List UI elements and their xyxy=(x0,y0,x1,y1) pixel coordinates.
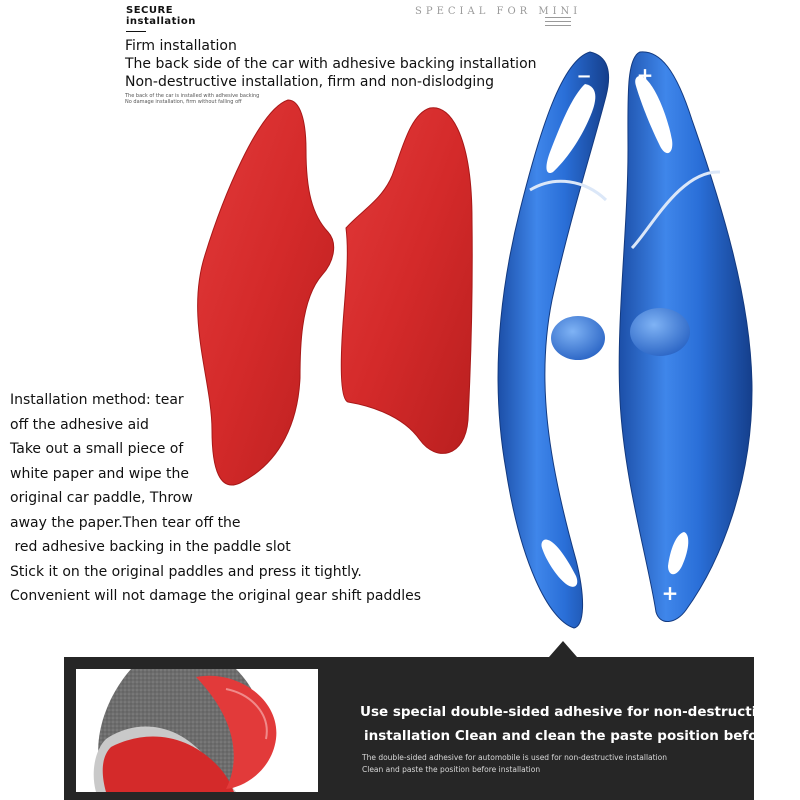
band-pointer xyxy=(549,641,577,657)
footer-sub-line: The double-sided adhesive for automobile is used for non-destructive installation xyxy=(362,753,668,762)
plus-symbol: + xyxy=(636,63,654,87)
right-paddle-knob xyxy=(630,308,690,356)
method-line: Convenient will not damage the original gear shift paddles xyxy=(10,588,422,604)
footer-sub-line: Clean and paste the position before installation xyxy=(362,765,541,774)
method-line: Take out a small piece of xyxy=(10,441,184,457)
method-line: Installation method: tear xyxy=(10,392,184,408)
left-paddle xyxy=(498,52,609,628)
plus-symbol-bottom: + xyxy=(661,581,679,605)
installation-label: installation xyxy=(126,16,196,27)
footer-title-line: Use special double-sided adhesive for non-destructive xyxy=(360,704,775,720)
secure-label: SECURE xyxy=(126,5,174,16)
method-line: white paper and wipe the xyxy=(10,465,189,482)
installation-method-text xyxy=(10,388,421,609)
small-note-line: No damage installation, firm without falling off xyxy=(125,99,242,105)
brand-tagline: SPECIAL FOR MINI xyxy=(415,6,582,17)
method-line: off the adhesive aid xyxy=(10,416,149,433)
right-paddle xyxy=(619,52,752,622)
left-paddle-knob xyxy=(551,316,605,360)
minus-symbol: − xyxy=(576,66,592,87)
method-line: Stick it on the original paddles and press it tightly. xyxy=(10,563,362,580)
method-line: away the paper.Then tear off the xyxy=(10,514,241,531)
footer-title-line: installation Clean and clean the paste position before xyxy=(364,728,774,744)
footer-title xyxy=(360,700,774,748)
method-line: original car paddle, Throw xyxy=(10,490,193,506)
intro-line: Non-destructive installation, firm and non-dislodging xyxy=(125,74,495,90)
minus-symbol-bottom: − xyxy=(582,588,594,604)
footer-subtitle xyxy=(362,752,667,776)
adhesive-peel-photo xyxy=(76,669,318,792)
method-line: red adhesive backing in the paddle slot xyxy=(10,539,291,555)
small-note-line: The back of the car is installed with adhesive backing xyxy=(125,93,260,99)
intro-line: The back side of the car with adhesive backing installation xyxy=(125,56,537,72)
intro-line: Firm installation xyxy=(125,38,237,54)
